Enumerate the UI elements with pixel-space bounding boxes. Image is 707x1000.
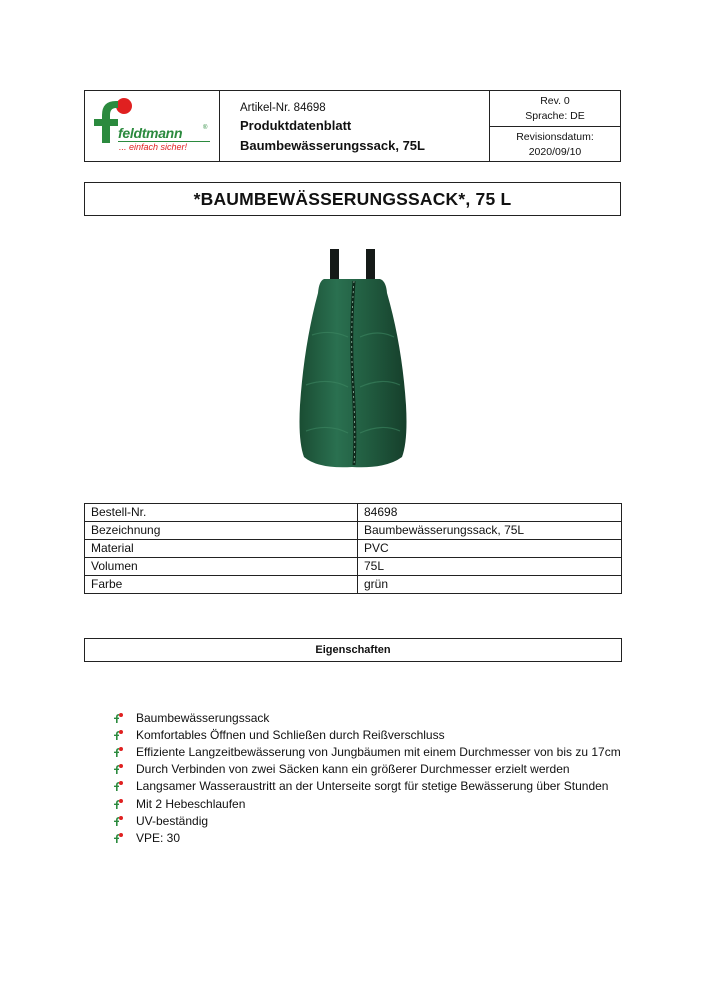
spec-label: Bezeichnung [85, 522, 358, 540]
language: Sprache: DE [525, 110, 585, 122]
feature-text: Baumbewässerungssack [136, 710, 270, 725]
list-item [113, 778, 621, 795]
table-row [85, 576, 622, 594]
product-title: *BAUMBEWÄSSERUNGSSACK*, 75 L [84, 182, 621, 216]
feature-text: Mit 2 Hebeschlaufen [136, 796, 246, 811]
feldtmann-logo-icon [113, 729, 125, 741]
table-row [85, 540, 622, 558]
header-info [220, 91, 490, 161]
list-item [113, 795, 621, 812]
revision: Rev. 0 [540, 95, 570, 107]
feldtmann-logo-icon [113, 712, 125, 724]
document-subtitle: Baumbewässerungssack, 75L [240, 138, 425, 153]
spec-value: 84698 [358, 504, 622, 522]
spec-value: Baumbewässerungssack, 75L [358, 522, 622, 540]
product-photo [290, 245, 414, 473]
spec-value: 75L [358, 558, 622, 576]
table-row [85, 504, 622, 522]
feldtmann-logo-icon [113, 815, 125, 827]
feldtmann-logo-icon [113, 798, 125, 810]
article-number: Artikel-Nr. 84698 [240, 102, 326, 114]
spec-value: PVC [358, 540, 622, 558]
revision-info [490, 91, 620, 161]
logo-registered: ® [203, 125, 208, 131]
list-item [113, 709, 621, 726]
list-item [113, 829, 621, 846]
feature-text: VPE: 30 [136, 830, 181, 845]
feature-text: Komfortables Öffnen und Schließen durch Reißverschluss [136, 727, 445, 742]
document-title: Produktdatenblatt [240, 118, 352, 133]
logo-wordmark: feldtmann [118, 125, 183, 141]
feldtmann-logo-icon [113, 763, 125, 775]
revision-date: 2020/09/10 [528, 146, 582, 158]
revision-date-block [490, 127, 620, 161]
feature-text: Effiziente Langzeitbewässerung von Jungbäumen mit einem Durchmesser von bis zu 17cm [136, 744, 621, 759]
feature-text: Durch Verbinden von zwei Säcken kann ein größerer Durchmesser erzielt werden [136, 762, 570, 777]
feldtmann-logo-icon [113, 780, 125, 792]
spec-value: grün [358, 576, 622, 594]
feldtmann-logo-icon [113, 832, 125, 844]
list-item [113, 761, 621, 778]
feature-list [113, 709, 621, 847]
spec-table [84, 503, 622, 594]
list-item [113, 743, 621, 760]
spec-label: Bestell-Nr. [85, 504, 358, 522]
spec-label: Farbe [85, 576, 358, 594]
spec-label: Material [85, 540, 358, 558]
revision-date-label: Revisionsdatum: [516, 131, 594, 143]
document-header [84, 90, 621, 162]
properties-heading: Eigenschaften [84, 638, 622, 662]
list-item [113, 812, 621, 829]
list-item [113, 726, 621, 743]
logo [85, 91, 220, 161]
feature-text: UV-beständig [136, 813, 209, 828]
table-row [85, 558, 622, 576]
revision-block [490, 91, 620, 127]
logo-tagline: ... einfach sicher! [119, 142, 188, 152]
table-row [85, 522, 622, 540]
feature-text: Langsamer Wasseraustritt an der Unterseite sorgt für stetige Bewässerung über Stunden [136, 779, 609, 794]
feldtmann-logo-icon [113, 746, 125, 758]
spec-label: Volumen [85, 558, 358, 576]
